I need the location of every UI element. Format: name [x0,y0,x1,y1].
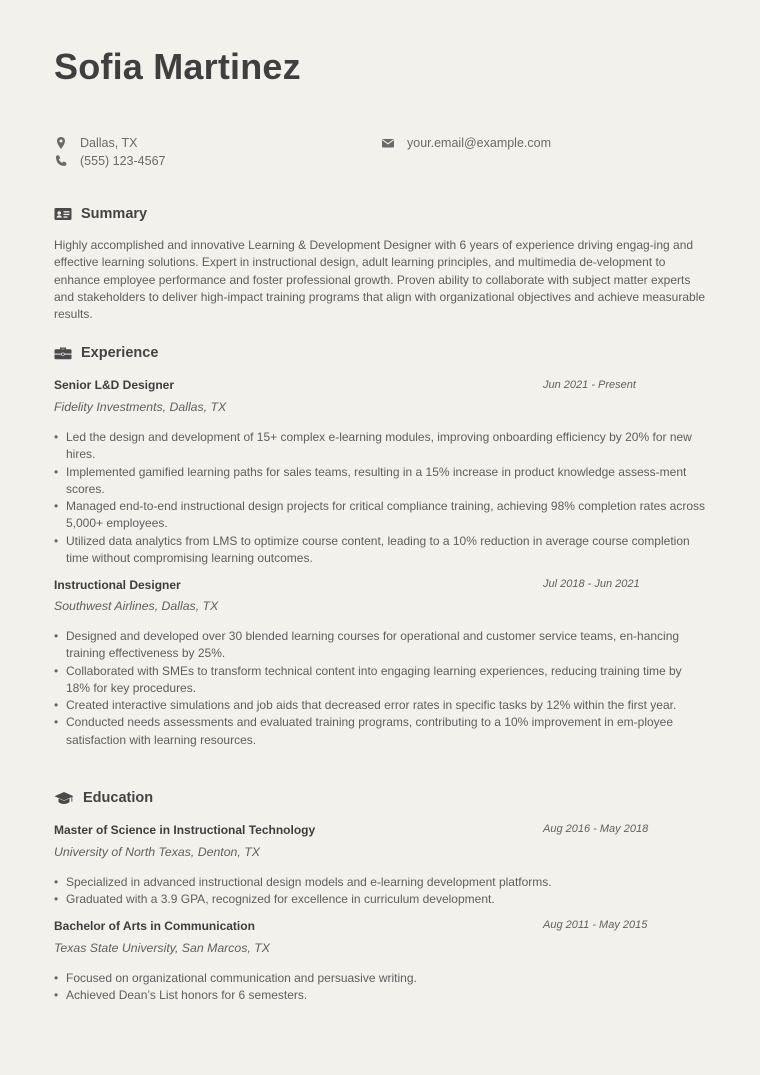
list-item: • Graduated with a 3.9 GPA, recognized for excellence in curriculum development. [54,891,706,908]
experience-heading [54,345,158,361]
degree-institution: University of North Texas, Denton, TX [54,845,260,859]
list-item: • Specialized in advanced instructional design models and e-learning development platforms. [54,874,706,891]
phone-icon [54,154,68,168]
degree-dates: Aug 2011 - May 2015 [543,919,648,931]
job-bullets [54,628,706,749]
degree-title: Master of Science in Instructional Technology [54,823,316,837]
email-link[interactable]: your.email@example.com [407,136,551,150]
job-dates: Jun 2021 - Present [543,379,636,391]
education-heading [54,790,153,806]
candidate-name: Sofia Martinez [54,46,301,87]
degree-bullets [54,874,706,909]
map-pin-icon [54,136,68,150]
list-item: • Designed and developed over 30 blended learning courses for operational and customer service teams, en-hancing training effectiveness by 25%. [54,628,706,663]
briefcase-icon [54,345,72,361]
contact-location [54,136,137,150]
job-organization: Southwest Airlines, Dallas, TX [54,599,219,613]
summary-text: Highly accomplished and innovative Learning & Development Designer with 6 years of experience driving engag-ing and effective learning solutions. Expert in instructional design, adult learning principles, and multimedia de-velopment to enhance employee performance and foster professional growth. Proven ability to collaborate with subject matter experts and stakeholders to deliver high-impact training programs that align with organizational objectives and achieve measurable results. [54,238,706,322]
degree-institution: Texas State University, San Marcos, TX [54,941,270,955]
contact-phone [54,154,165,168]
list-item: • Created interactive simulations and job aids that decreased error rates in specific tasks by 12% within the first year. [54,697,706,714]
list-item: • Led the design and development of 15+ complex e-learning modules, improving onboarding efficiency by 20% for new hires. [54,429,706,464]
location-text: Dallas, TX [80,136,138,150]
list-item: • Implemented gamified learning paths for sales teams, resulting in a 15% increase in product knowledge assess-ment scores. [54,464,706,499]
job-title: Instructional Designer [54,578,181,592]
education-title: Education [83,790,154,806]
list-item: • Utilized data analytics from LMS to optimize course content, leading to a 10% reduction in average course completion time without compromising learning outcomes. [54,533,706,568]
degree-bullets [54,970,706,1005]
job-dates: Jul 2018 - Jun 2021 [543,578,640,590]
envelope-icon [381,136,395,150]
phone-text: (555) 123-4567 [80,154,166,168]
experience-title: Experience [81,345,159,361]
id-card-icon [54,206,72,222]
job-bullets [54,429,706,567]
contact-email[interactable] [381,136,551,150]
job-organization: Fidelity Investments, Dallas, TX [54,400,227,414]
degree-title: Bachelor of Arts in Communication [54,919,255,933]
degree-dates: Aug 2016 - May 2018 [543,823,649,835]
summary-heading [54,206,147,222]
summary-title: Summary [81,206,148,222]
list-item: • Conducted needs assessments and evaluated training programs, contributing to a 10% improvement in em-ployee satisfaction with learning resources. [54,714,706,749]
list-item: • Focused on organizational communication and persuasive writing. [54,970,706,987]
list-item: • Achieved Dean’s List honors for 6 semesters. [54,987,706,1004]
list-item: • Collaborated with SMEs to transform technical content into engaging learning experiences, reducing training time by 18% for key procedures. [54,663,706,698]
job-title: Senior L&D Designer [54,378,175,392]
graduation-cap-icon [54,790,74,806]
list-item: • Managed end-to-end instructional design projects for critical compliance training, achieving 98% completion rates across 5,000+ employees. [54,498,706,533]
